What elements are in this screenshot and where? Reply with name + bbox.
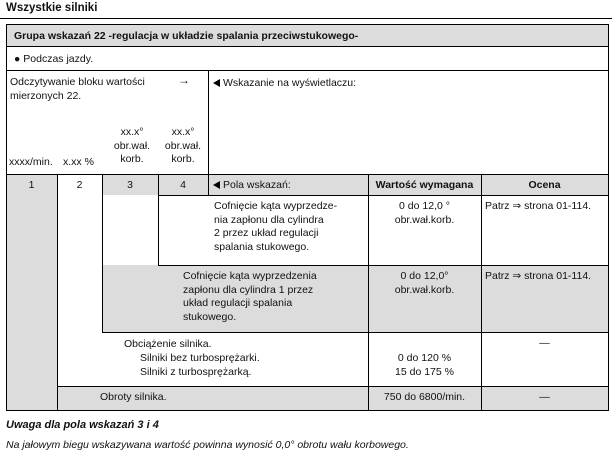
col-header-required: Wartość wymagana (375, 179, 474, 191)
condition-item: ● Podczas jazdy. (14, 53, 94, 65)
row-field4-desc: Cofnięcie kąta wyprzedze- nia zapłonu dla cylindra 2 przez układ regulacji spalania stukowego. (214, 200, 338, 253)
field-number-4: 4 (180, 179, 186, 191)
col-header-fields-line (213, 179, 291, 193)
field-number-1: 1 (28, 179, 35, 191)
display-label: Wskazanie na wyświetlaczu: (223, 77, 357, 89)
row-field4-value: 0 do 12,0 ° obr.wał.korb. (394, 200, 455, 226)
triangle-left-icon (213, 181, 220, 189)
page-title: Wszystkie silniki (6, 2, 98, 14)
arrow-right-icon: → (178, 73, 190, 87)
condition-text: Podczas jazdy. (23, 53, 94, 65)
row-field3-rating: Patrz ⇒ strona 01-114. (485, 270, 592, 282)
row-field3-value: 0 do 12,0° obr.wał.korb. (394, 270, 455, 296)
field-unit-4: xx.x° obr.wał. korb. (164, 126, 202, 165)
field-unit-2: x.xx % (63, 156, 94, 168)
row-field2-rating: — (539, 337, 550, 349)
note-text: Na jałowym biegu wskazywana wartość powinna wynosić 0,0° obrotu wału korbowego. (6, 439, 409, 451)
field-unit-3: xx.x° obr.wał. korb. (113, 126, 151, 165)
field-1-column-bg (7, 175, 57, 410)
note-title: Uwaga dla pola wskazań 3 i 4 (6, 419, 159, 431)
field-unit-1: xxxx/min. (9, 156, 53, 168)
row-field3-desc: Cofnięcie kąta wyprzedzenia zapłonu dla cylindra 1 przez układ regulacji spalania stukowego. (183, 270, 317, 323)
title-divider (0, 18, 612, 19)
display-label-line (213, 77, 356, 91)
reading-label: Odczytywanie bloku wartości mierzonych 22. (10, 76, 145, 102)
row-field2-value-1: 0 do 120 % (397, 352, 452, 364)
row-field4-rating: Patrz ⇒ strona 01-114. (485, 200, 592, 212)
row-field1-rating: — (539, 391, 550, 403)
triangle-left-icon (213, 79, 220, 87)
group-header: Grupa wskazań 22 -regulacja w układzie spalania przeciwstukowego- (14, 30, 359, 42)
row-field2-value-2: 15 do 175 % (395, 366, 454, 378)
row-field2-line-1: Silniki bez turbosprężarki. (140, 352, 260, 364)
field-number-3: 3 (127, 179, 133, 191)
row-field2-line-2: Silniki z turbosprężarką. (140, 366, 252, 378)
field-number-2: 2 (76, 179, 83, 191)
row-field1-value: 750 do 6800/min. (383, 391, 466, 403)
col-header-fields: Pola wskazań: (223, 179, 291, 191)
col-header-rating: Ocena (528, 179, 561, 191)
row-field2-title: Obciążenie silnika. (124, 338, 212, 350)
row-field1-desc: Obroty silnika. (100, 391, 167, 403)
